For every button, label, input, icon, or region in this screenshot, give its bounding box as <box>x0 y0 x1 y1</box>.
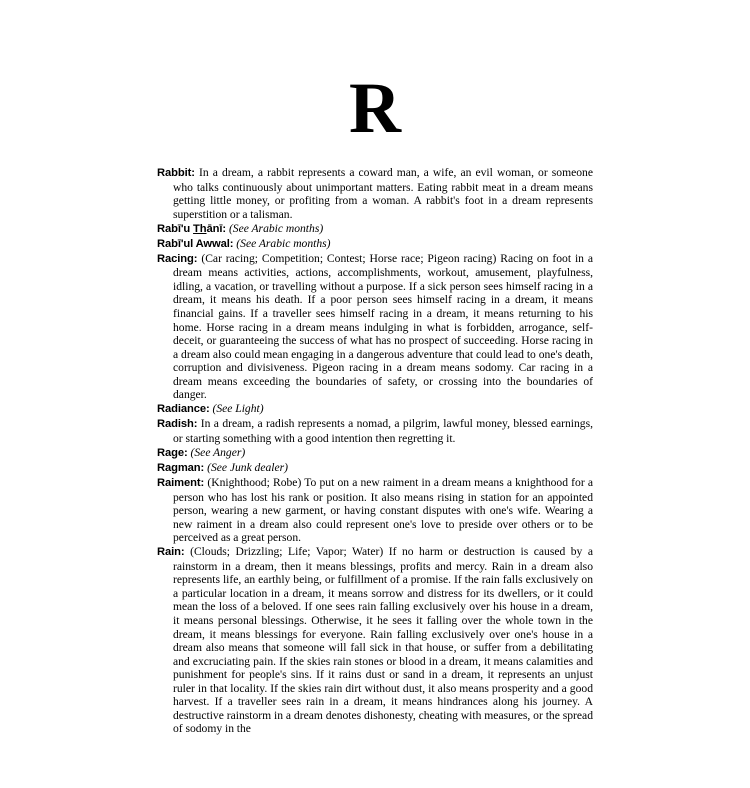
entry-separator: : <box>193 252 202 265</box>
dictionary-entry <box>157 545 593 736</box>
entry-separator: : <box>205 403 213 416</box>
entry-headword: Ragman <box>157 461 201 474</box>
entry-definition: (Car racing; Competition; Contest; Horse race; Pigeon racing) Racing on foot in a dream means activities, actions, accomplishments, workout, amusement, playfulness, idling, a vacation, or travelling without a purpose. If a sick person sees himself racing in a dream, it means his death. If a poor person sees himself racing in a dream, it means financial gains. If a traveller sees himself racing in a dream, it means returning to his home. Horse racing in a dream means indulging in what is forbidden, arrogance, self-deceit, or guaranteeing the success of what has no prospect of succeeding. Horse racing in a dream also could mean engaging in a dangerous adventure that could lead to one's death, corruption and divisiveness. Pigeon racing in a dream means sodomy. Car racing in a dream means exceeding the boundaries of safety, or crossing into the boundaries of danger. <box>173 251 593 402</box>
entry-headword: Rabī'ul Awwal <box>157 237 230 250</box>
dictionary-entry <box>157 461 593 476</box>
entry-crossref: (See Arabic months) <box>228 221 324 235</box>
dictionary-entry <box>157 166 593 221</box>
entry-crossref: (See Anger) <box>190 445 246 459</box>
entry-definition: (Knighthood; Robe) To put on a new raiment in a dream means a knighthood for a person who has lost his rank or position. It also means rising in station for an appointed person, wearing a new garment, or having constant disputes with one's wife. Wearing a new raiment in a dream also could represent one's love to preside over others or to be perceived as a great person. <box>173 476 593 545</box>
headword-digraph: Th <box>193 222 207 235</box>
dictionary-entry <box>157 476 593 545</box>
entry-separator: : <box>180 546 191 559</box>
entry-headword: Radiance <box>157 403 206 416</box>
entry-separator: : <box>193 418 201 431</box>
entry-headword: Rabbit <box>157 167 192 179</box>
entry-separator: : <box>200 461 208 474</box>
entry-separator: : <box>200 477 208 490</box>
entry-crossref: (See Light) <box>212 402 264 416</box>
dictionary-entry <box>157 252 593 402</box>
page-title: R <box>349 68 401 148</box>
entry-separator: : <box>191 167 200 179</box>
entry-separator: : <box>229 237 237 250</box>
dictionary-entry <box>157 402 593 417</box>
entry-crossref: (See Arabic months) <box>236 236 331 250</box>
entry-crossref: (See Junk dealer) <box>207 460 289 474</box>
entry-headword: Racing <box>157 252 194 265</box>
entry-definition: In a dream, a radish represents a nomad, a pilgrim, lawful money, blessed earnings, or starting something with a good intention then regretting it. <box>173 417 593 445</box>
entry-headword: Rain <box>157 546 181 559</box>
entry-headword: Rage <box>157 446 184 459</box>
entry-separator: : <box>222 222 229 235</box>
dictionary-entry <box>157 446 593 461</box>
entry-headword: Raiment <box>157 477 201 490</box>
entry-headword: Rabī'u Thānī <box>157 222 223 235</box>
dictionary-entry <box>157 417 593 445</box>
entry-headword: Radish <box>157 418 194 431</box>
entry-definition: (Clouds; Drizzling; Life; Vapor; Water) If no harm or destruction is caused by a rainstorm in a dream, then it means blessings, profits and mercy. Rain in a dream also represents life, an earthly being, or fulfillment of a promise. If the rain falls exclusively on a particular location in a dream, it means sorrow and distress for its dwellers, or it could mean the loss of a beloved. If one sees rain falling exclusively over his house in a dream, it means personal blessings. Otherwise, it he sees it falling over the whole town in the dream, it means blessings for everyone. Rain falling exclusively over one's house in a dream also means that someone will fall sick in that house, or suffer from a debilitating and excruciating pain. If the skies rain stones or blood in a dream, it means calamities and punishment for people's sins. If it rains dust or sand in a dream, it represents an unjust ruler in that locality. If the skies rain dirt without dust, it also means prosperity and a good harvest. If a traveller sees rain in a dream, it means hindrances along his journey. A destructive rainstorm in a dream denotes dishonesty, cheating with measures, or the spread of sodomy in the <box>173 545 593 736</box>
entry-list <box>157 144 593 736</box>
dictionary-entry <box>157 237 593 252</box>
entry-separator: : <box>183 446 191 459</box>
entry-definition: In a dream, a rabbit represents a coward man, a wife, an evil woman, or someone who talks continuously about unimportant matters. Eating rabbit meat in a dream means getting little money, or profiting from a woman. A rabbit's foot in a dream represents superstition or a talisman. <box>173 166 593 221</box>
dictionary-entry <box>157 222 593 237</box>
